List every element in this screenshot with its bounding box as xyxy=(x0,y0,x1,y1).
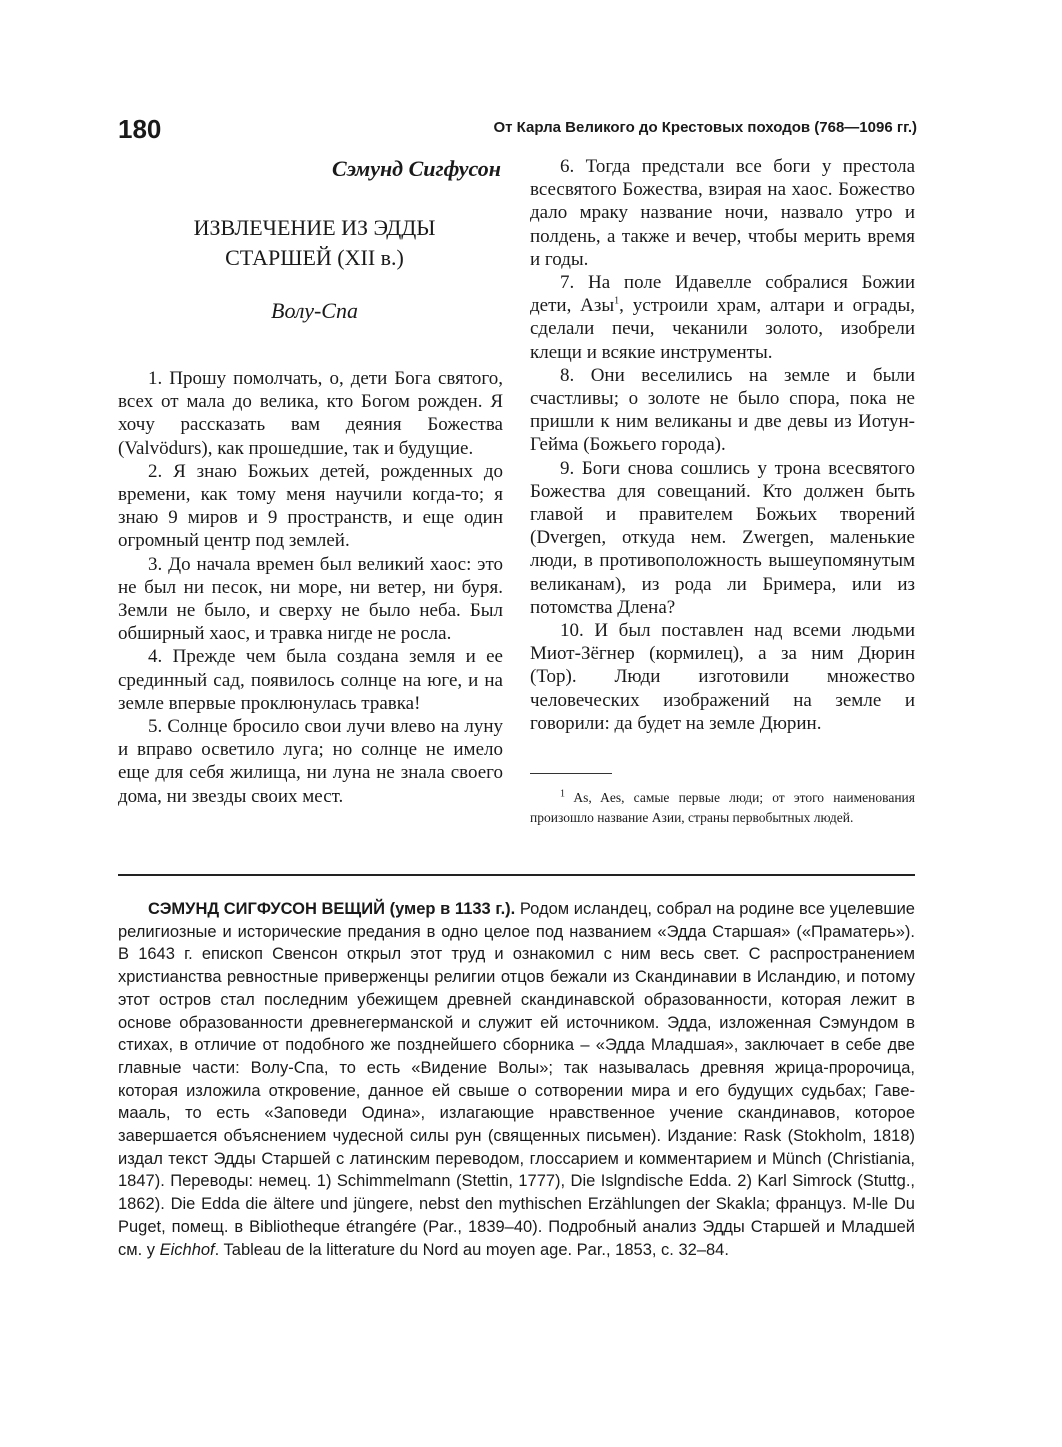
right-column xyxy=(530,155,915,828)
stanza-1: 1. Прошу помолчать, о, дети Бога святого, всех от мала до велика, кто Богом рожден. Я хочу рассказать вам деяния Божества (Valvödurs), как прошедшие, так и будущие. xyxy=(118,368,503,459)
biography-text-1: Родом исландец, собрал на родине все уцелевшие религиозные и исторические предания в одно целое под названием «Эдда Старшая» («Праматерь»). В 1643 г. епископ Свенсон открыл этот труд и ознакомил с ним весь свет. С распространением христианства ревностные приверженцы религии отцов бежали из Скандинавии в Исландию, и потому этот остров стал последним убежищем древней скандинавской образованности, которая лежит в основе образованности древнегерманской и служит ей источником. Эдда, изложенная Сэмундом в стихах, в отличие от подобного же позднейшего сборника – «Эдда Младшая», заключает в себе две главные части: Волу-Спа, то есть «Видение Волы»; так называлась древняя жрица-пророчица, которая изложила откровение, данное ей свыше о сотворении мира и его будущих судьбах; Гаве-мааль, то есть «Заповеди Одина», излагающие нравственное учение скандинавов, которое завершается объяснением чудесной силы рун (священных письмен). Издание: Rask (Stokholm, 1818) издал текст Эдды Старшей с латинским переводом, глоссарием и комментарием и Münch (Christiania, 1847). Переводы: немец. 1) Schimmelmann (Stettin, 1777), Die Islgndische Edda. 2) Karl Simrock (Stuttg., 1862). Die Edda die ältere und jüngere, nebst den mythischen Erzählungen der Skakla; француз. M-lle Du Puget, помещ. в Bibliotheque étrangére (Par., 1839–40). Подробный анализ Эдды Старшей и Младшей см. у xyxy=(118,900,915,1259)
author-name: Сэмунд Сигфусон xyxy=(332,156,501,181)
stanza-10: 10. И был поставлен над всеми людьми Миот-Зёгнер (кормилец), а за ним Дюрин (Тор). Люди изготовили множество человеческих изображений на земле и говорили: да будет на земле Дюрин. xyxy=(530,620,915,734)
stanza-6: 6. Тогда предстали все боги у престола всесвятого Божества, взирая на хаос. Божество дало мраку название ночи, назвало утро и полдень, а также и вечер, чтобы мерить время и годы. xyxy=(530,156,915,270)
page-number: 180 xyxy=(118,114,162,144)
work-subtitle: Волу-Спа xyxy=(271,298,358,323)
stanza-7 xyxy=(530,271,915,364)
biography-eichhof: Eichhof xyxy=(159,1240,215,1259)
stanza-8: 8. Они веселились на земле и были счастливы; о золоте не было спора, пока не пришли к ним великаны и две девы из Иотун-Гейма (Божьего города). xyxy=(530,364,915,456)
biography-heading: СЭМУНД СИГФУСОН ВЕЩИЙ (умер в 1133 г.). xyxy=(148,900,516,918)
stanza-2: 2. Я знаю Божьих детей, рожденных до времени, как тому меня научили когда-то; я знаю 9 миров и 9 пространств, и еще один огромный центр под землей. xyxy=(118,460,503,552)
work-title xyxy=(118,213,503,273)
author-biography xyxy=(118,898,915,1261)
stanzas-left xyxy=(118,367,503,808)
work-title-line-2: СТАРШЕЙ (XII в.) xyxy=(225,245,404,270)
footnote-text: As, Aes, самые первые люди; от этого наименования произошло название Азии, страны первобытных людей. xyxy=(530,790,915,826)
footnote-rule xyxy=(530,773,612,774)
biography-text-2: . Tableau de la litterature du Nord au moyen age. Par., 1853, с. 32–84. xyxy=(214,1240,729,1259)
stanza-3: 3. До начала времен был великий хаос: это не был ни песок, ни море, ни ветер, ни буря. Земли не было, и сверху не было неба. Был обширный хаос, и травка нигде не росла. xyxy=(118,553,503,645)
stanza-5: 5. Солнце бросило свои лучи влево на луну и вправо осветило луга; но солнце не имело еще для себя жилища, ни луна не знала своего дома, ни звезды своих мест. xyxy=(118,716,503,807)
stanza-4: 4. Прежде чем была создана земля и ее срединный сад, появилось солнце на юге, и на земле впервые проклюнулась травка! xyxy=(118,646,503,714)
left-column xyxy=(118,155,503,808)
running-head: От Карла Великого до Крестовых походов (768—1096 гг.) xyxy=(493,119,917,136)
stanza-7-text-a: 7. На поле Идавелле собралися Божии дети, Азы xyxy=(530,272,915,317)
footnote xyxy=(530,788,915,828)
footnote-reference: 1 xyxy=(614,295,620,307)
section-divider xyxy=(118,874,915,876)
stanza-7-text-b: , устроили храм, алтари и ограды, сделали печи, чеканили золото, изобрели клещи и всякие инструменты. xyxy=(530,295,915,363)
work-title-line-1: ИЗВЛЕЧЕНИЕ ИЗ ЭДДЫ xyxy=(193,215,436,240)
footnote-marker: 1 xyxy=(560,788,565,800)
stanza-9: 9. Боги снова сошлись у трона всесвятого Божества для совещаний. Кто должен быть главой и правителем Божьих творений (Dvergen, откуда нем. Zwergen, маленькие люди, в противоположность вышеупомянутым великанам), из рода ли Бримера, или из потомства Длена? xyxy=(530,457,915,618)
